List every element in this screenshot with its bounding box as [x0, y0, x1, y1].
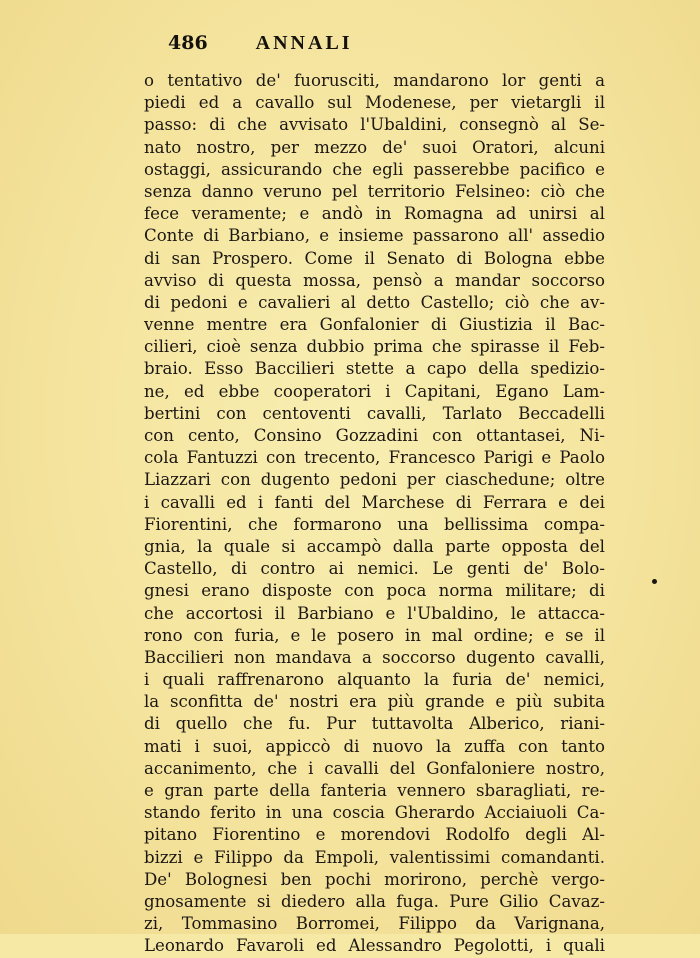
text-line: mati i suoi, appiccò di nuovo la zuffa con tanto — [144, 736, 605, 756]
text-line: con cento, Consino Gozzadini con ottantasei, Ni- — [144, 426, 605, 445]
text-line: di pedoni e cavalieri al detto Castello; ciò che av- — [144, 292, 605, 312]
ink-speck — [652, 579, 657, 584]
text-line: zi, Tommasino Borromei, Filippo da Varignana, — [144, 914, 605, 934]
text-line: De' Bolognesi ben pochi morirono, perchè vergo- — [144, 869, 605, 889]
text-line: di quello che fu. Pur tuttavolta Alberico, riani- — [144, 714, 605, 734]
text-line: i quali raffrenarono alquanto la furia de' nemici, — [144, 670, 605, 690]
text-line: o tentativo de' fuorusciti, mandarono lor genti a — [144, 71, 605, 90]
text-line: braio. Esso Baccilieri stette a capo della spedizio- — [144, 359, 605, 379]
text-line: bizzi e Filippo da Empoli, valentissimi comandanti. — [144, 847, 605, 867]
text-line: nato nostro, per mezzo de' suoi Oratori, alcuni — [144, 137, 605, 157]
text-line: accanimento, che i cavalli del Gonfaloniere nostro, — [144, 758, 605, 778]
text-line: e gran parte della fanteria vennero sbaragliati, re- — [144, 781, 605, 800]
text-line: stando ferito in una coscia Gherardo Acciaiuoli Ca- — [144, 803, 605, 823]
text-line: senza danno veruno pel territorio Felsineo: ciò che — [144, 181, 605, 201]
body-text — [144, 70, 605, 956]
text-line: Castello, di contro ai nemici. Le genti de' Bolo- — [144, 559, 605, 579]
text-line: gnesi erano disposte con poca norma militare; di — [144, 581, 605, 601]
text-line: passo: di che avvisato l'Ubaldini, consegnò al Se- — [144, 115, 605, 135]
text-line: cilieri, cioè senza dubbio prima che spirasse il Feb- — [144, 337, 605, 357]
text-line: avviso di questa mossa, pensò a mandar soccorso — [144, 270, 605, 290]
running-title: ANNALI — [255, 32, 353, 54]
text-line: di san Prospero. Come il Senato di Bologna ebbe — [144, 248, 605, 268]
text-line: Conte di Barbiano, e insieme passarono all' assedio — [144, 226, 605, 246]
text-line: gnia, la quale si accampò dalla parte opposta del — [144, 536, 605, 556]
text-line: ne, ed ebbe cooperatori i Capitani, Egano Lam- — [144, 381, 605, 401]
text-line: gnosamente si diedero alla fuga. Pure Gilio Cavaz- — [144, 891, 605, 911]
page-number: 486 — [168, 32, 208, 54]
text-line: piedi ed a cavallo sul Modenese, per vietargli il — [144, 93, 605, 113]
text-line: Liazzari con dugento pedoni per ciaschedune; oltre — [144, 470, 605, 490]
text-line: i cavalli ed i fanti del Marchese di Ferrara e dei — [144, 492, 605, 512]
text-line: la sconfitta de' nostri era più grande e più subita — [144, 692, 605, 712]
text-line: che accortosi il Barbiano e l'Ubaldino, le attacca- — [144, 603, 605, 623]
text-line: Baccilieri non mandava a soccorso dugento cavalli, — [144, 647, 605, 667]
text-line: fece veramente; e andò in Romagna ad unirsi al — [144, 204, 605, 224]
page-header — [168, 32, 468, 58]
text-line: pitano Fiorentino e morendovi Rodolfo degli Al- — [144, 825, 605, 845]
text-line: bertini con centoventi cavalli, Tarlato Beccadelli — [144, 403, 605, 423]
text-line: Fiorentini, che formarono una bellissima compa- — [144, 514, 605, 534]
text-line: cola Fantuzzi con trecento, Francesco Parigi e Paolo — [144, 448, 605, 468]
text-line: ostaggi, assicurando che egli passerebbe pacifico e — [144, 159, 605, 179]
text-line: venne mentre era Gonfalonier di Giustizia il Bac- — [144, 315, 605, 335]
text-line: Leonardo Favaroli ed Alessandro Pegolotti, i quali — [144, 936, 605, 956]
text-line: rono con furia, e le posero in mal ordine; e se il — [144, 625, 605, 645]
